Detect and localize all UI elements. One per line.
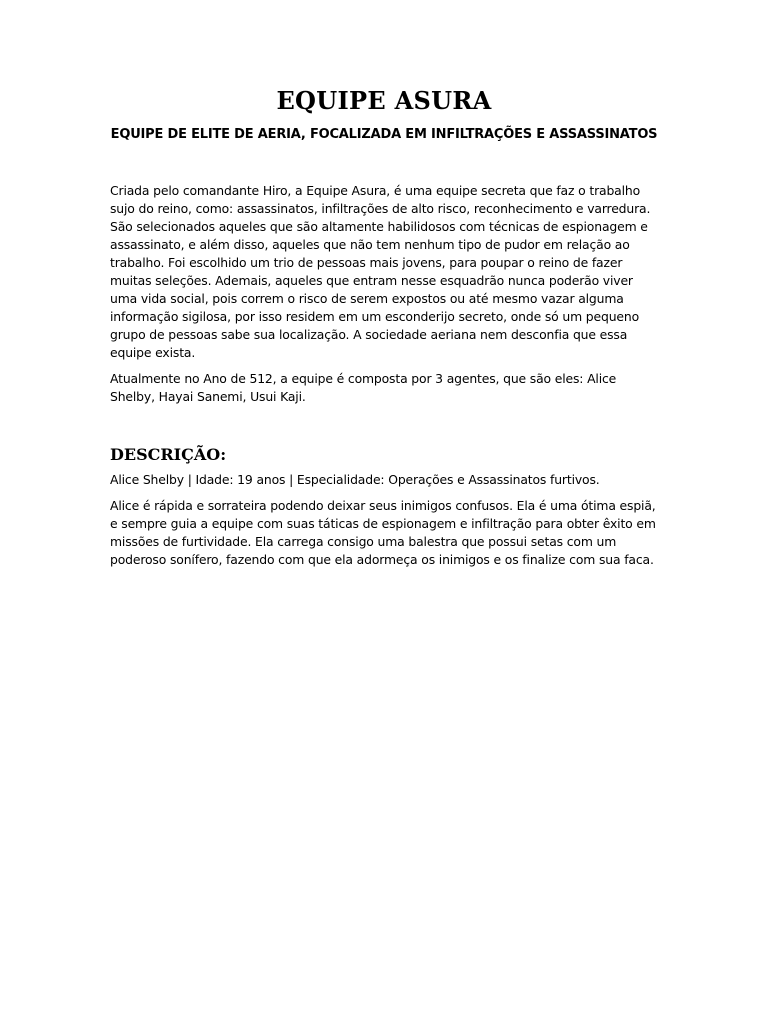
- section-heading-descricao: DESCRIÇÃO:: [110, 445, 227, 464]
- document-page: [110, 88, 658, 569]
- profile-description: Alice é rápida e sorrateira podendo deixar seus inimigos confusos. Ela é uma ótima espiã, e sempre guia a equipe com suas táticas de espionagem e infiltração para obter êxito em missões de furtividade. Ela carrega consigo uma balestra que possui setas com um poderoso sonífero, fazendo com que ela adormeça os inimigos e os finalize com sua faca.: [110, 498, 656, 567]
- document-subtitle: EQUIPE DE ELITE DE AERIA, FOCALIZADA EM INFILTRAÇÕES E ASSASSINATOS: [110, 127, 658, 142]
- profile-line: Alice Shelby | Idade: 19 anos | Especialidade: Operações e Assassinatos furtivos.: [110, 472, 600, 487]
- intro-paragraph: Criada pelo comandante Hiro, a Equipe Asura, é uma equipe secreta que faz o trabalho sujo do reino, como: assassinatos, infiltrações de alto risco, reconhecimento e varredura. São selecionados aqueles que são altamente habilidosos com técnicas de espionagem e assassinato, e além disso, aqueles que não tem nenhum tipo de pudor em relação ao trabalho. Foi escolhido um trio de pessoas mais jovens, para poupar o reino de fazer muitas seleções. Ademais, aqueles que entram nesse esquadrão nunca poderão viver uma vida social, pois correm o risco de serem expostos ou até mesmo vazar alguma informação sigilosa, por isso residem em um esconderijo secreto, onde só um pequeno grupo de pessoas sabe sua localização. A sociedade aeriana nem desconfia que essa equipe exista.: [110, 183, 651, 360]
- document-title: EQUIPE ASURA: [276, 86, 492, 115]
- members-paragraph: Atualmente no Ano de 512, a equipe é composta por 3 agentes, que são eles: Alice Shelby, Hayai Sanemi, Usui Kaji.: [110, 371, 617, 404]
